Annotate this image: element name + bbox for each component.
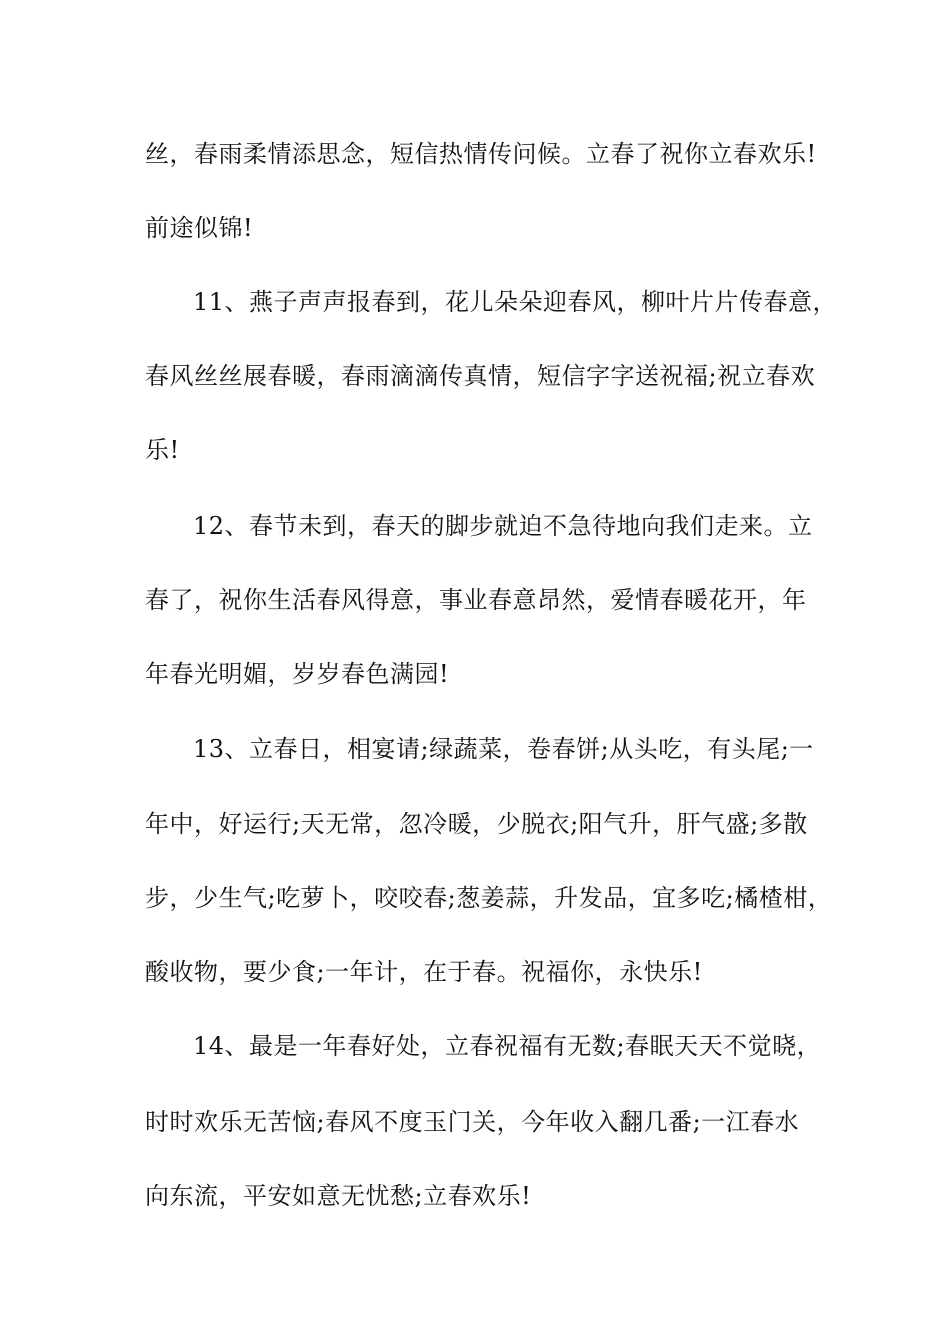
text-line: 13、立春日，相宴请;绿蔬菜，卷春饼;从头吃，有头尾;一	[193, 735, 814, 763]
text-line: 向东流，平安如意无忧愁;立春欢乐!	[145, 1182, 532, 1210]
text-line: 乐!	[145, 436, 180, 464]
text-line: 年春光明媚，岁岁春色满园!	[145, 660, 450, 688]
text-line: 14、最是一年春好处，立春祝福有无数;春眠天天不觉晓，	[193, 1032, 822, 1060]
text-line: 丝，春雨柔情添思念，短信热情传问候。立春了祝你立春欢乐!	[145, 140, 817, 168]
text-line: 酸收物，要少食;一年计，在于春。祝福你，永快乐!	[145, 958, 703, 986]
text-line: 11、燕子声声报春到，花儿朵朵迎春风，柳叶片片传春意，	[193, 288, 838, 316]
text-line: 12、春节未到，春天的脚步就迫不急待地向我们走来。立	[193, 512, 813, 540]
text-line: 年中，好运行;天无常，忽冷暖，少脱衣;阳气升，肝气盛;多散	[145, 810, 808, 838]
text-line: 时时欢乐无苦恼;春风不度玉门关，今年收入翻几番;一江春水	[145, 1108, 800, 1136]
text-line: 春了，祝你生活春风得意，事业春意昂然，爱情春暖花开，年	[145, 586, 807, 614]
text-line: 前途似锦!	[145, 214, 254, 242]
text-line: 步，少生气;吃萝卜，咬咬春;葱姜蒜，升发品，宜多吃;橘楂柑，	[145, 884, 833, 912]
text-line: 春风丝丝展春暖，春雨滴滴传真情，短信字字送祝福;祝立春欢	[145, 362, 816, 390]
